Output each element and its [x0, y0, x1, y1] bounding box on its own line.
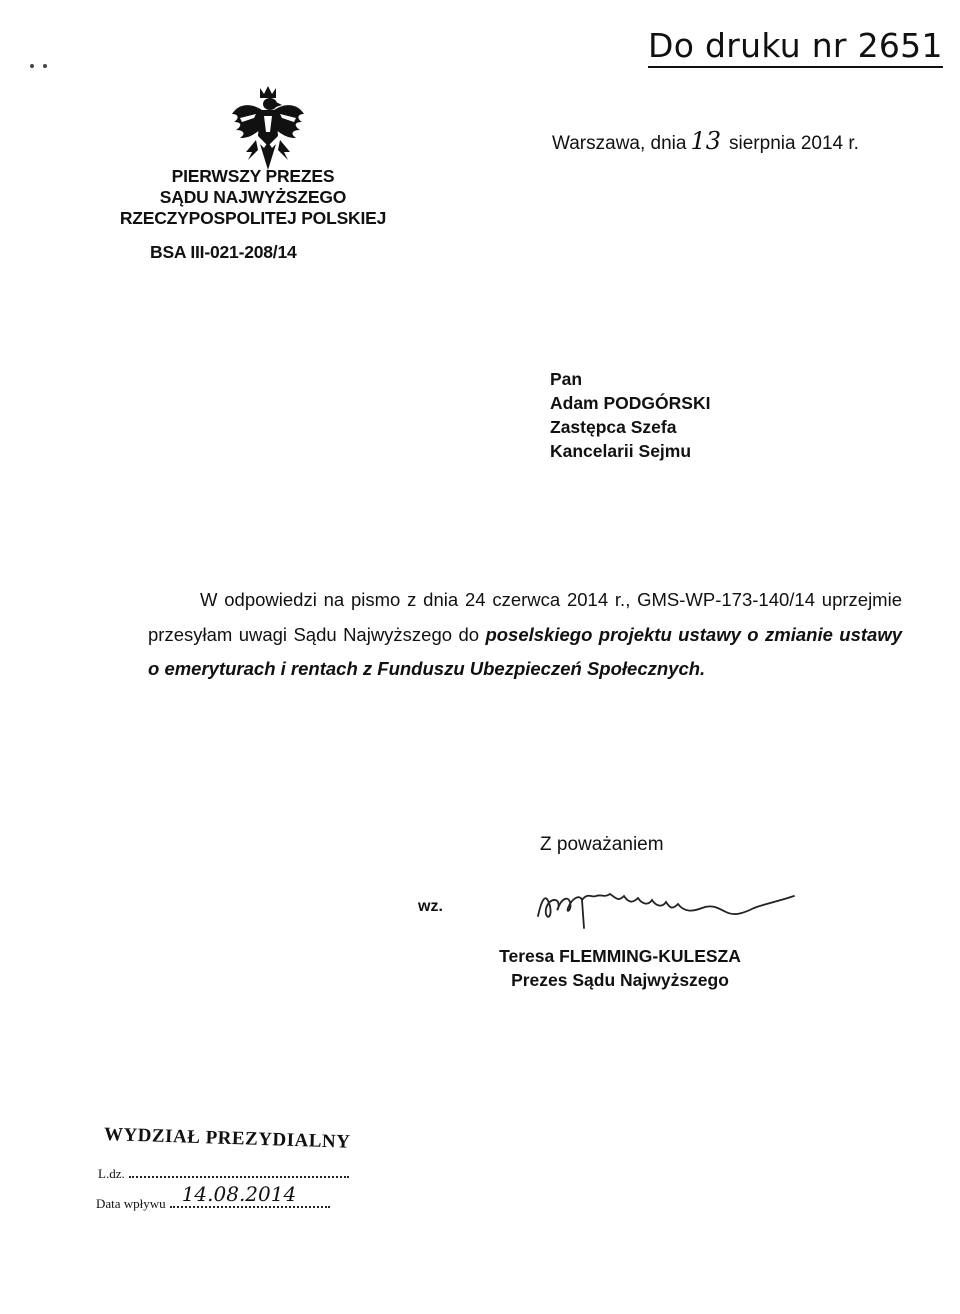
body-plain-text: W odpowiedzi na pismo z dnia 24 czerwca 2014 r., GMS-WP-173-140/14 uprzejmie przesyłam uwagi Sądu Najwyższego do: [148, 589, 902, 645]
stamp-ldz-row: [98, 1166, 349, 1182]
closing-phrase: Z poważaniem: [540, 834, 664, 855]
receipt-stamp: [96, 1120, 376, 1230]
addressee-office: Kancelarii Sejmu: [550, 441, 692, 461]
bill-title: poselskiego projektu ustawy o zmianie ustawy o emeryturach i rentach z Funduszu Ubezpieczeń Społecznych.: [148, 623, 902, 679]
letter-body: [148, 583, 902, 687]
addressee-salutation: Pan: [550, 369, 583, 389]
signer-title: Prezes Sądu Najwyższego: [511, 970, 729, 990]
date-line: [552, 127, 859, 155]
dotted-line: [129, 1166, 349, 1178]
stamp-date-row: [96, 1182, 330, 1212]
signer-name: Teresa FLEMMING-KULESZA: [499, 946, 741, 966]
handwritten-signature: [532, 868, 832, 948]
signer-block: [470, 944, 770, 992]
body-paragraph: [148, 583, 902, 687]
handwritten-receipt-date: 14.08.2014: [181, 1182, 297, 1206]
addressee-block: [550, 367, 710, 463]
reference-number: BSA III-021-208/14: [150, 242, 297, 262]
issuer-line: PIERWSZY PREZES: [171, 166, 335, 186]
issuer-line: SĄDU NAJWYŻSZEGO: [159, 187, 347, 207]
dotted-line: [170, 1182, 330, 1208]
handwritten-day: 13: [690, 127, 722, 155]
addressee-position: Zastępca Szefa: [550, 417, 677, 437]
issuer-block: [118, 166, 388, 229]
date-suffix: sierpnia 2014 r.: [729, 133, 859, 154]
scan-speck: [30, 64, 34, 68]
on-behalf-marker: wz.: [418, 898, 443, 915]
stamp-title: WYDZIAŁ PREZYDIALNY: [103, 1124, 351, 1153]
scan-speck: [43, 64, 47, 68]
stamp-date-label: Data wpływu: [96, 1196, 166, 1211]
addressee-name: Adam PODGÓRSKI: [550, 393, 711, 413]
stamp-ldz-label: L.dz.: [98, 1166, 125, 1181]
print-number-label: Do druku nr 2651: [648, 26, 943, 68]
date-prefix: Warszawa, dnia: [552, 133, 687, 154]
eagle-emblem-icon: [230, 84, 306, 178]
issuer-line: RZECZYPOSPOLITEJ POLSKIEJ: [119, 208, 387, 228]
